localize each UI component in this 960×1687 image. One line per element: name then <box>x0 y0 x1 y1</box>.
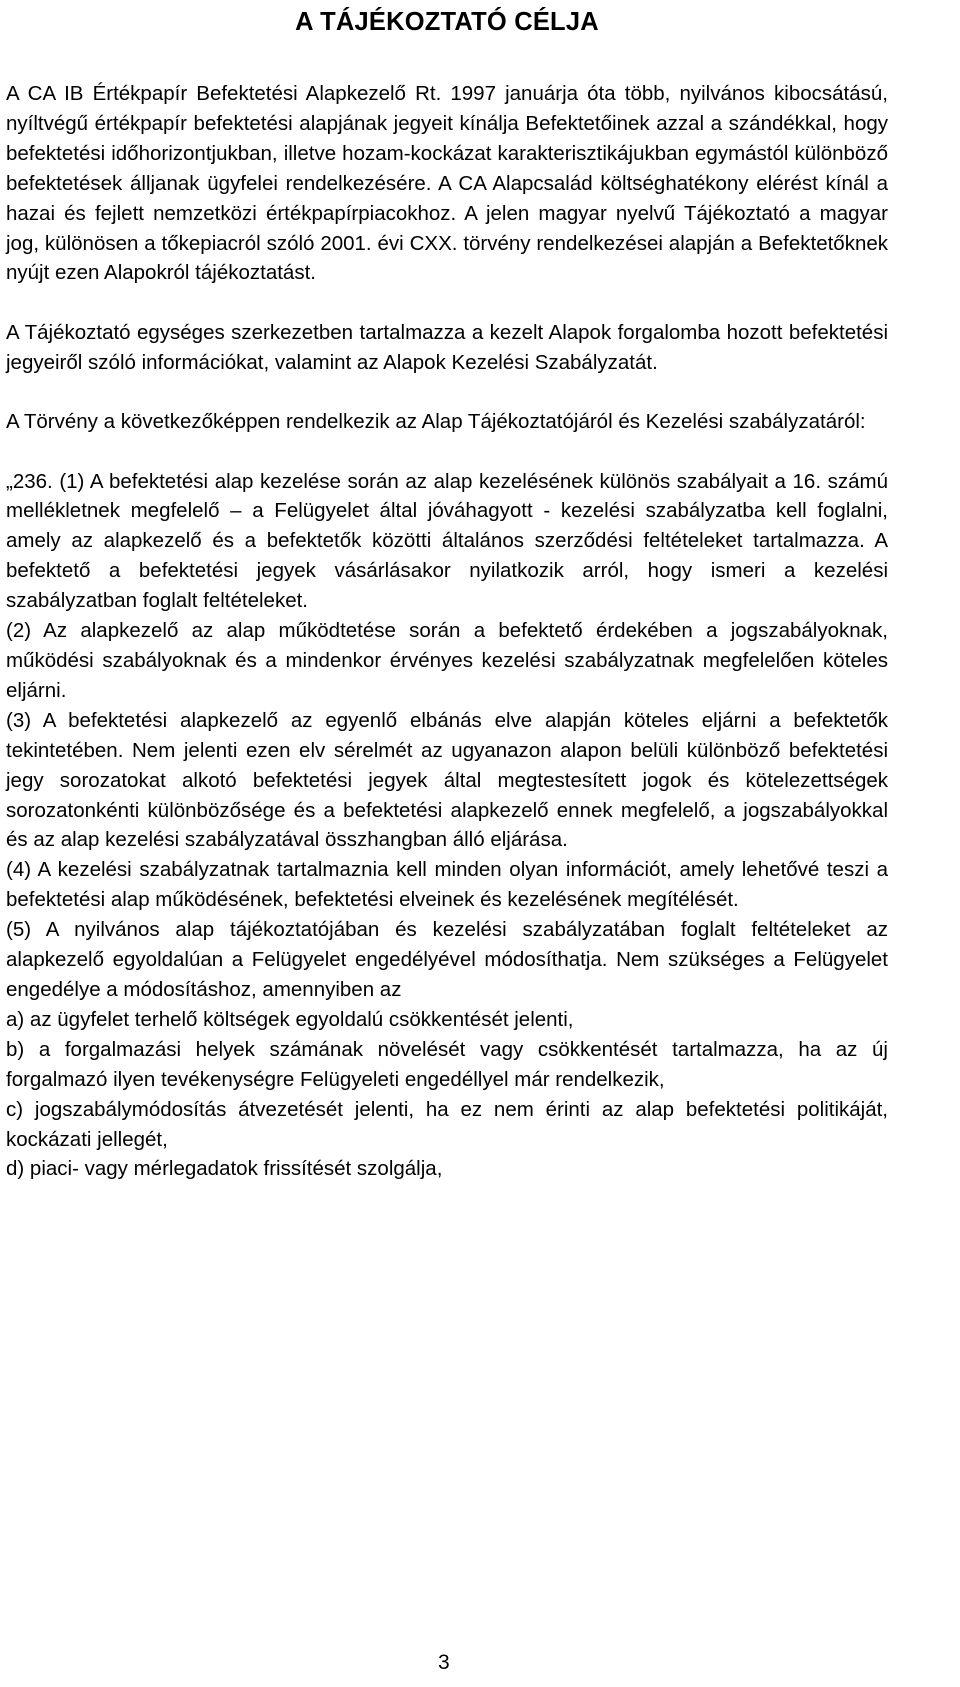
law-section-3: (3) A befektetési alapkezelő az egyenlő elbánás elve alapján köteles eljárni a befektetők tekintetében. Nem jelenti ezen elv sérelmét az ugyanazon alapon belüli különböző befektetési jegy sorozatokat alkotó befektetési jegyek által megtestesített jogok és kötelezettségek sorozatonkénti különbözősége és a befektetési alapkezelő ennek megfelelő, a jogszabályokkal és az alap kezelési szabályzatával összhangban álló eljárása. <box>6 708 888 852</box>
law-section-1: „236. (1) A befektetési alap kezelése során az alap kezelésének különös szabályait a 16. számú mellékletnek megfelelő – a Felügyelet által jóváhagyott - kezelési szabályzatba kell foglalni, amely az alapkezelő és a befektetők közötti általános szerződési feltételeket tartalmazza. A befektető a befektetési jegyek vásárlásakor nyilatkozik arról, hogy ismeri a kezelési szabályzatban foglalt feltételeket. <box>6 469 888 613</box>
document-page <box>6 0 888 1184</box>
law-section-4: (4) A kezelési szabályzatnak tartalmaznia kell minden olyan információt, amely lehetővé teszi a befektetési alap működésének, befektetési elveinek és kezelésének megítélését. <box>6 858 888 912</box>
intro-paragraph: A CA IB Értékpapír Befektetési Alapkezelő Rt. 1997 januárja óta több, nyilvános kibocsátású, nyíltvégű értékpapír befektetési alapjának jegyeit kínálja Befektetőinek azzal a szándékkal, hogy befektetési időhorizontjukban, illetve hozam-kockázat karakterisztikájukban egymástól különböző befektetések álljanak ügyfelei rendelkezésére. A CA Alapcsalád költséghatékony elérést kínál a hazai és fejlett nemzetközi értékpapírpiacokhoz. A jelen magyar nyelvű Tájékoztató a magyar jog, különösen a tőkepiacról szóló 2001. évi CXX. törvény rendelkezései alapján a Befektetőknek nyújt ezen Alapokról tájékoztatást. <box>6 82 888 285</box>
law-point-b: b) a forgalmazási helyek számának növelését vagy csökkentését tartalmazza, ha az új forgalmazó ilyen tevékenységre Felügyeleti engedéllyel már rendelkezik, <box>6 1037 888 1091</box>
law-intro-paragraph: A Törvény a következőképpen rendelkezik az Alap Tájékoztatójáról és Kezelési szabályzatáról: <box>6 410 866 434</box>
law-section-2: (2) Az alapkezelő az alap működtetése során a befektető érdekében a jogszabályoknak, működési szabályoknak és a mindenkor érvényes kezelési szabályzatnak megfelelően köteles eljárni. <box>6 619 888 702</box>
structure-paragraph: A Tájékoztató egységes szerkezetben tartalmazza a kezelt Alapok forgalomba hozott befektetési jegyeiről szóló információkat, valamint az Alapok Kezelési Szabályzatát. <box>6 320 888 374</box>
law-point-a: a) az ügyfelet terhelő költségek egyoldalú csökkentését jelenti, <box>6 1007 574 1031</box>
law-point-c: c) jogszabálymódosítás átvezetését jelenti, ha ez nem érinti az alap befektetési politikáját, kockázati jellegét, <box>6 1097 888 1151</box>
document-title: A TÁJÉKOZTATÓ CÉLJA <box>295 8 599 36</box>
law-quote <box>6 467 888 1185</box>
page-number: 3 <box>438 1651 450 1674</box>
law-section-5: (5) A nyilvános alap tájékoztatójában és kezelési szabályzatában foglalt feltételeket az alapkezelő egyoldalúan a Felügyelet engedélyével módosíthatja. Nem szükséges a Felügyelet engedélye a módosításhoz, amennyiben az <box>6 918 888 1001</box>
law-point-d: d) piaci- vagy mérlegadatok frissítését szolgálja, <box>6 1157 443 1181</box>
